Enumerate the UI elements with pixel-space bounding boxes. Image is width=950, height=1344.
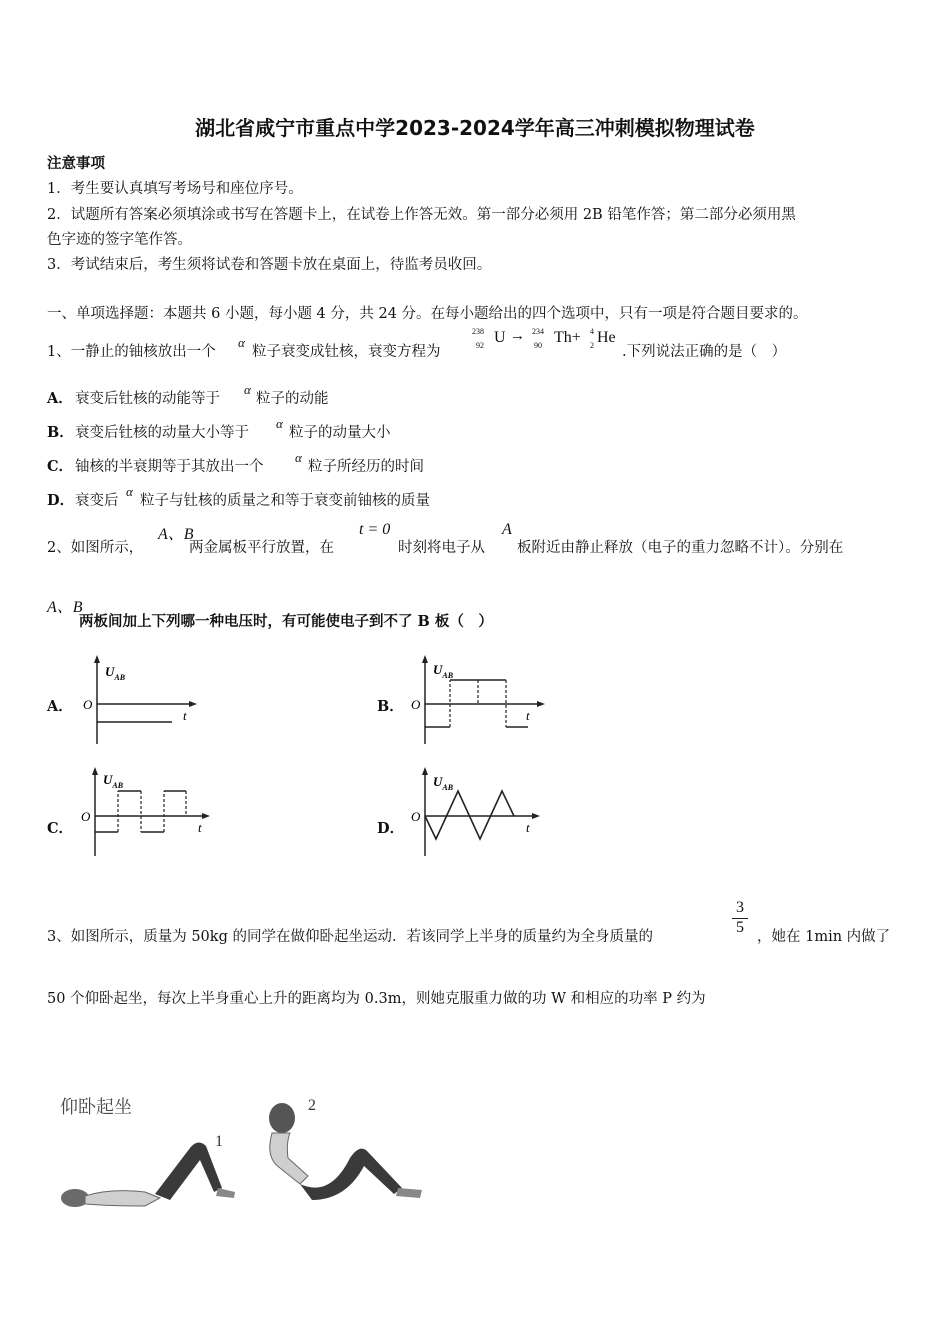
q2-option-c-label: C． <box>47 820 74 837</box>
section-heading: 一、单项选择题：本题共 6 小题，每小题 4 分，共 24 分。在每小题给出的四个选项中，只有一项是符合题目要求的。 <box>47 306 808 322</box>
fraction-denominator: 5 <box>736 919 744 936</box>
q2-option-d-label: D． <box>377 820 405 837</box>
t-label: t <box>526 820 530 835</box>
q2-stem-a: 2、如图所示， <box>47 540 144 556</box>
u-label: $U_{AB}$ <box>433 662 454 680</box>
time-zero: t = 0 <box>359 521 391 538</box>
q3-stem-c: 50 个仰卧起坐，每次上半身重心上升的距离均为 0.3m，则她克服重力做的功 W 和相应的功率 P 约为 <box>47 991 706 1007</box>
notice-heading: 注意事项 <box>47 155 105 172</box>
y-axis-arrow <box>94 655 100 663</box>
x-axis-arrow <box>189 701 197 707</box>
t-label: t <box>526 708 530 723</box>
u-label: $U_{AB}$ <box>433 774 454 792</box>
y-axis-arrow <box>422 655 428 663</box>
option-text: 衰变后钍核的动量大小等于 <box>75 425 249 441</box>
decay-equation <box>470 326 625 356</box>
alpha-symbol: α <box>238 335 245 350</box>
notice-item: 3．考试结束后，考生须将试卷和答题卡放在桌面上，待监考员收回。 <box>47 257 492 273</box>
t-label: t <box>183 708 187 723</box>
u-number: 92 <box>476 341 484 350</box>
graph-a <box>80 652 200 747</box>
plates-ab: A、B <box>47 599 83 616</box>
voltage-triangle-wave <box>425 791 514 839</box>
alpha-symbol: α <box>276 416 283 431</box>
arrow-symbol: → <box>510 328 525 344</box>
q1-stem-c: .下列说法正确的是（ ） <box>622 344 787 360</box>
he-mass: 4 <box>590 327 594 336</box>
q2-option-a-label: A． <box>47 698 73 715</box>
y-axis-arrow <box>422 767 428 775</box>
q2-option-b-label: B． <box>377 698 404 715</box>
figure-label: 仰卧起坐 <box>60 1097 132 1117</box>
origin-label: O <box>411 697 421 712</box>
x-axis-arrow <box>537 701 545 707</box>
th-number: 90 <box>534 341 542 350</box>
option-text: 粒子与钍核的质量之和等于衰变前铀核的质量 <box>140 493 430 509</box>
th-mass: 234 <box>532 327 544 336</box>
x-axis-arrow <box>532 813 540 819</box>
option-label: A． <box>47 390 73 407</box>
graph-b <box>408 652 548 747</box>
x-axis-arrow <box>202 813 210 819</box>
he-symbol: He <box>597 329 616 346</box>
option-label: B． <box>47 424 74 441</box>
origin-label: O <box>411 809 421 824</box>
q3-stem-a: 3、如图所示，质量为 50kg 的同学在做仰卧起坐运动．若该同学上半身的质量约为全身质量的 <box>47 929 653 945</box>
position-2-label: 2 <box>308 1097 316 1114</box>
notice-item: 色字迹的签字笔作答。 <box>47 232 192 248</box>
plate-a: A <box>502 521 512 538</box>
option-label: C． <box>47 458 74 475</box>
notice-item: 1．考生要认真填写考场号和座位序号。 <box>47 181 303 197</box>
option-text: 衰变后 <box>75 493 119 509</box>
u-mass: 238 <box>472 327 484 336</box>
option-text: 粒子的动能 <box>256 391 329 407</box>
u-label: $U_{AB}$ <box>103 772 124 790</box>
q2-stem-b: 两金属板平行放置，在 <box>189 540 334 556</box>
fraction-numerator: 3 <box>736 899 744 916</box>
origin-label: O <box>83 697 93 712</box>
t-label: t <box>198 820 202 835</box>
option-text: 粒子所经历的时间 <box>308 459 424 475</box>
option-text: 衰变后钍核的动能等于 <box>75 391 220 407</box>
u-label: $U_{AB}$ <box>105 664 126 682</box>
q1-stem-b: 粒子衰变成钍核，衰变方程为 <box>252 344 441 360</box>
origin-label: O <box>81 809 91 824</box>
graph-c <box>78 764 218 859</box>
q2-stem-d: 板附近由静止释放（电子的重力忽略不计）。分别在 <box>517 540 844 556</box>
option-text: 铀核的半衰期等于其放出一个 <box>75 459 264 475</box>
fraction-three-fifths <box>730 899 750 937</box>
option-text: 粒子的动量大小 <box>289 425 391 441</box>
graph-d <box>408 764 548 859</box>
person-sitting <box>269 1103 422 1200</box>
th-symbol: Th+ <box>554 329 581 346</box>
position-1-label: 1 <box>215 1133 223 1150</box>
q1-stem-a: 1、一静止的铀核放出一个 <box>47 344 216 360</box>
q2-stem-e: 两板间加上下列哪一种电压时，有可能使电子到不了 B 板（ ） <box>79 613 493 630</box>
he-number: 2 <box>590 341 594 350</box>
alpha-symbol: α <box>126 484 133 499</box>
y-axis-arrow <box>92 767 98 775</box>
notice-item: 2．试题所有答案必须填涂或书写在答题卡上，在试卷上作答无效。第一部分必须用 2B 铅笔作答；第二部分必须用黑 <box>47 207 796 223</box>
q3-stem-b: ，她在 1min 内做了 <box>757 929 891 945</box>
u-symbol: U <box>494 329 506 346</box>
q2-stem-c: 时刻将电子从 <box>398 540 485 556</box>
alpha-symbol: α <box>244 382 251 397</box>
situp-figure <box>50 1088 435 1223</box>
person-lying <box>61 1142 235 1207</box>
option-label: D． <box>47 492 75 509</box>
plates-ab: A、B <box>158 526 194 543</box>
alpha-symbol: α <box>295 450 302 465</box>
page-title: 湖北省咸宁市重点中学2023-2024学年高三冲刺模拟物理试卷 <box>195 116 755 140</box>
